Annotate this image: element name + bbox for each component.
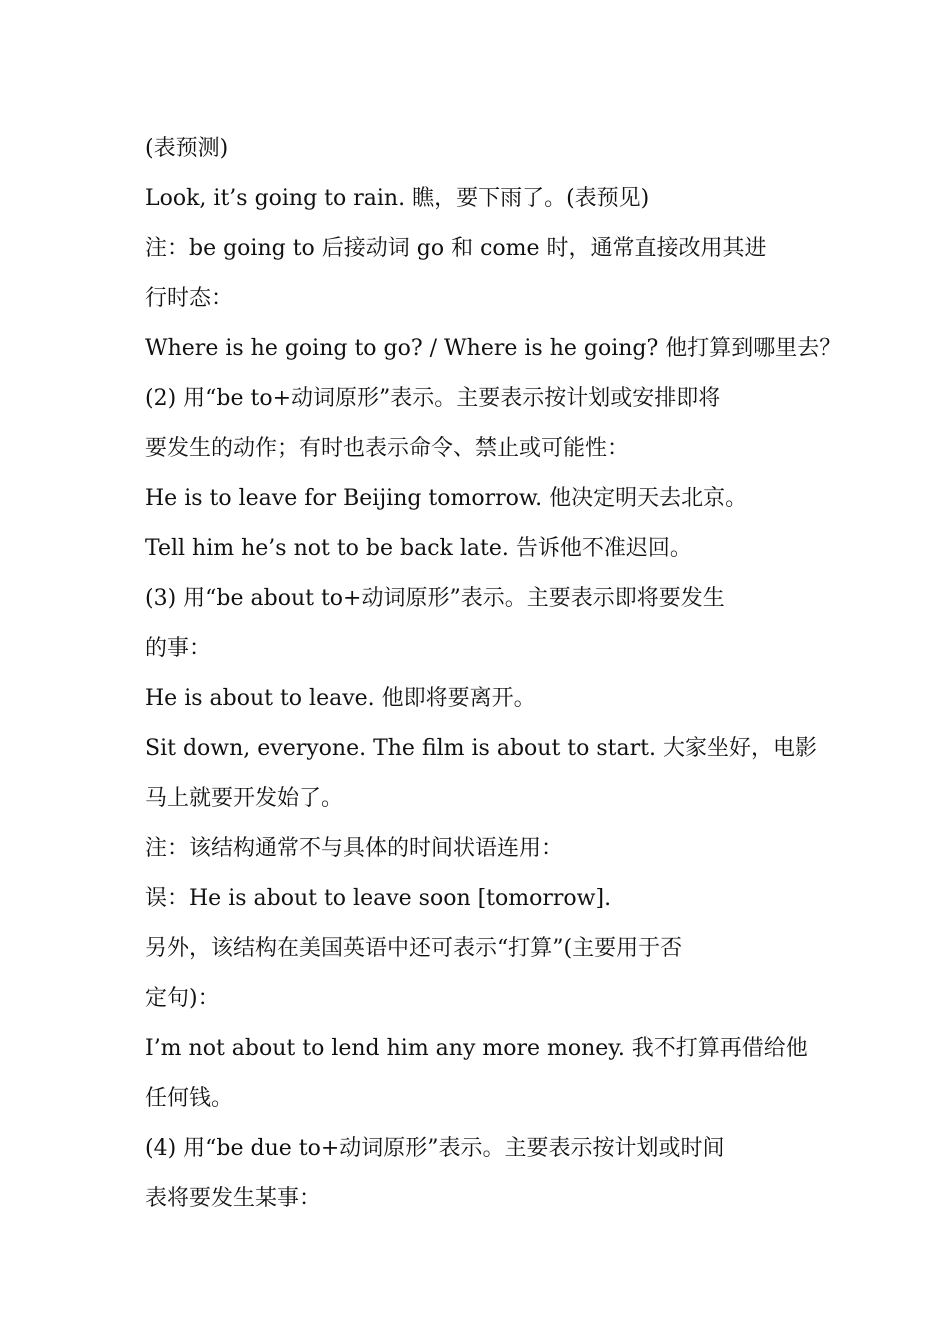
text-line: (2) 用“be to+动词原形”表示。主要表示按计划或安排即将 — [145, 386, 721, 411]
text-line: 行时态： — [145, 286, 234, 311]
text-line: He is about to leave. 他即将要离开。 — [145, 686, 536, 711]
text-line: Sit down, everyone. The film is about to start. 大家坐好，电影 — [145, 736, 817, 761]
text-line: Tell him he’s not to be back late. 告诉他不准迟回。 — [145, 536, 692, 561]
text-line: 注：be going to 后接动词 go 和 come 时，通常直接改用其进 — [145, 236, 767, 261]
text-line: 的事： — [145, 636, 212, 661]
text-line: 注：该结构通常不与具体的时间状语连用： — [145, 836, 564, 861]
text-line: I’m not about to lend him any more money. 我不打算再借给他 — [145, 1036, 808, 1061]
text-line: Where is he going to go? / Where is he going? 他打算到哪里去？ — [145, 336, 842, 361]
text-line: (表预测) — [145, 136, 229, 161]
text-line: 另外，该结构在美国英语中还可表示“打算”(主要用于否 — [145, 936, 683, 961]
text-line: (4) 用“be due to+动词原形”表示。主要表示按计划或时间 — [145, 1136, 725, 1161]
document-body — [145, 124, 842, 1224]
text-line: (3) 用“be about to+动词原形”表示。主要表示即将要发生 — [145, 586, 725, 611]
text-line: 定句)： — [145, 986, 220, 1011]
text-line: 要发生的动作；有时也表示命令、禁止或可能性： — [145, 436, 630, 461]
text-line: Look, it’s going to rain. 瞧，要下雨了。(表预见) — [145, 186, 650, 211]
text-line: 任何钱。 — [145, 1086, 234, 1111]
text-line: 误：He is about to leave soon [tomorrow]. — [145, 886, 612, 911]
text-line: 表将要发生某事： — [145, 1186, 322, 1211]
text-line: He is to leave for Beijing tomorrow. 他决定明天去北京。 — [145, 486, 748, 511]
text-line: 马上就要开发始了。 — [145, 786, 344, 811]
